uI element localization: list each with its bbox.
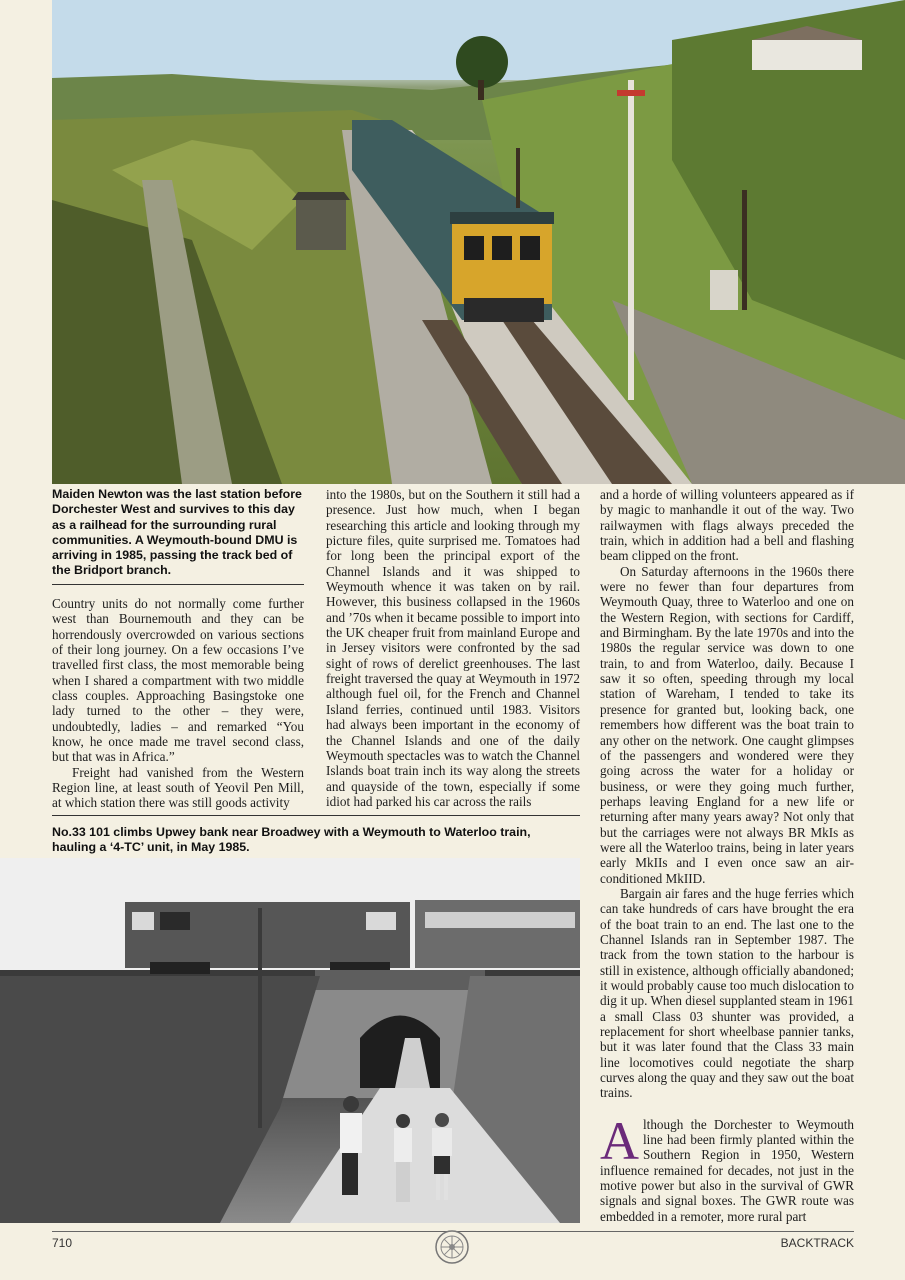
caption-line: No.33 101 climbs Upwey bank near Broadwey with a Weymouth to Waterloo train, (52, 825, 531, 839)
caption-divider (52, 815, 580, 816)
caption-divider (52, 584, 304, 585)
paragraph: and a horde of willing volunteers appeared as if by magic to manhandle it out of the way. Two railwaymen with flags always preceded the train, which in addition had a bell and flashing beam clipped on the front. (600, 487, 854, 564)
drop-cap: A (600, 1110, 639, 1171)
photo-caption-upwey-bank (52, 825, 580, 856)
photo-upwey-bank-class33 (0, 858, 580, 1223)
photo-caption-maiden-newton: Maiden Newton was the last station before Dorchester West and survives to this day as a railhead for the surrounding rural communities. A Weymouth-bound DMU is arriving in 1985, passing the track bed of the Bridport branch. (52, 487, 302, 578)
paragraph: Freight had vanished from the Western Region line, at least south of Yeovil Pen Mill, at which station there was still goods activity (52, 764, 304, 811)
paragraph: into the 1980s, but on the Southern it still had a presence. Just how much, when I began researching this article and looking through my picture files, quite surprised me. Tomatoes had for long been the principal export of the Channel Islands and it was shipped to Weymouth whence it was taken on by rail. However, this business collapsed in the 1960s and ’70s when it became possible to import into the UK cheaper fruit from mainland Europe and in Jersey visitors were confronted by the sad sight of rows of derelict greenhouses. The last freight traversed the quay at Weymouth in 1972 although fuel oil, for the French and Channel Island ferries, continued until 1983. Visitors had always been important in the economy of the Channel Islands and one of the daily Weymouth spectacles was to watch the Channel Islands boat train inch its way along the streets and quayside of the town, especially if some idiot had parked his car across the rails (326, 487, 580, 809)
article-column-1 (52, 596, 304, 811)
paragraph-text: lthough the Dorchester to Weymouth line had been firmly planted within the Southern Region in 1950, Western influence remained for decades, not just in the motive power but also in the survival of GWR signals and signal boxes. The GWR route was embedded in a remoter, more rural part (600, 1116, 854, 1224)
photo-upwey-bank-illustration (0, 858, 580, 1223)
photo-maiden-newton-illustration (52, 0, 905, 484)
magazine-name: BACKTRACK (780, 1236, 854, 1250)
paragraph: Country units do not normally come further west than Bournemouth and they can be horrendously overcrowded on various sections of their long journey. On a few occasions I’ve travelled first class, the most memorable being when I shared a compartment with two middle class couples. Approaching Basingstoke one lady turned to the other – they were, undoubtedly, ladies – and remarked “You know, he once made me travel second class, but that was in Africa.” (52, 596, 304, 765)
page-number: 710 (52, 1236, 73, 1250)
wheel-emblem-icon (434, 1229, 470, 1265)
paragraph-with-dropcap (600, 1110, 854, 1224)
caption-line: hauling a ‘4-TC’ unit, in May 1985. (52, 840, 250, 855)
article-column-3 (600, 487, 854, 1224)
paragraph: Bargain air fares and the huge ferries which can take hundreds of cars have brought the era of the boat train to an end. The last one to the Channel Islands ran in September 1987. The track from the town station to the harbour is still in existence, although officially abandoned; it would probably cause too much dislocation to dig it up. When diesel supplanted steam in 1961 a small Class 03 shunter was provided, a replacement for short wheelbase pannier tanks, but it was later found that the Class 33 main line locomotives could negotiate the sharp curves along the quay and they saw out the boat trains. (600, 885, 854, 1101)
article-column-2 (326, 487, 580, 809)
paragraph: On Saturday afternoons in the 1960s there were no fewer than four departures from Weymouth Quay, three to Waterloo and one on the Western Region, with sections for Cardiff, and Birmingham. By the late 1970s and into the 1980s the regular service was down to one train, to and from Waterloo, daily. Because I saw it so often, speeding through my local station of Wareham, I tended to take its presence for granted but, looking back, one remembers how different was the boat train to any other on the network. One caught glimpses of the passengers and wondered were they going across the water for a holiday or business, or were they going much further, perhaps leaving England for a new life or returning after many years away? Not only that but the carriages were not always BR MkIs as were all the Waterloo trains, being in later years early MkIIs and I even once saw an air-conditioned MkIID. (600, 563, 854, 886)
photo-maiden-newton-dmu (52, 0, 905, 484)
